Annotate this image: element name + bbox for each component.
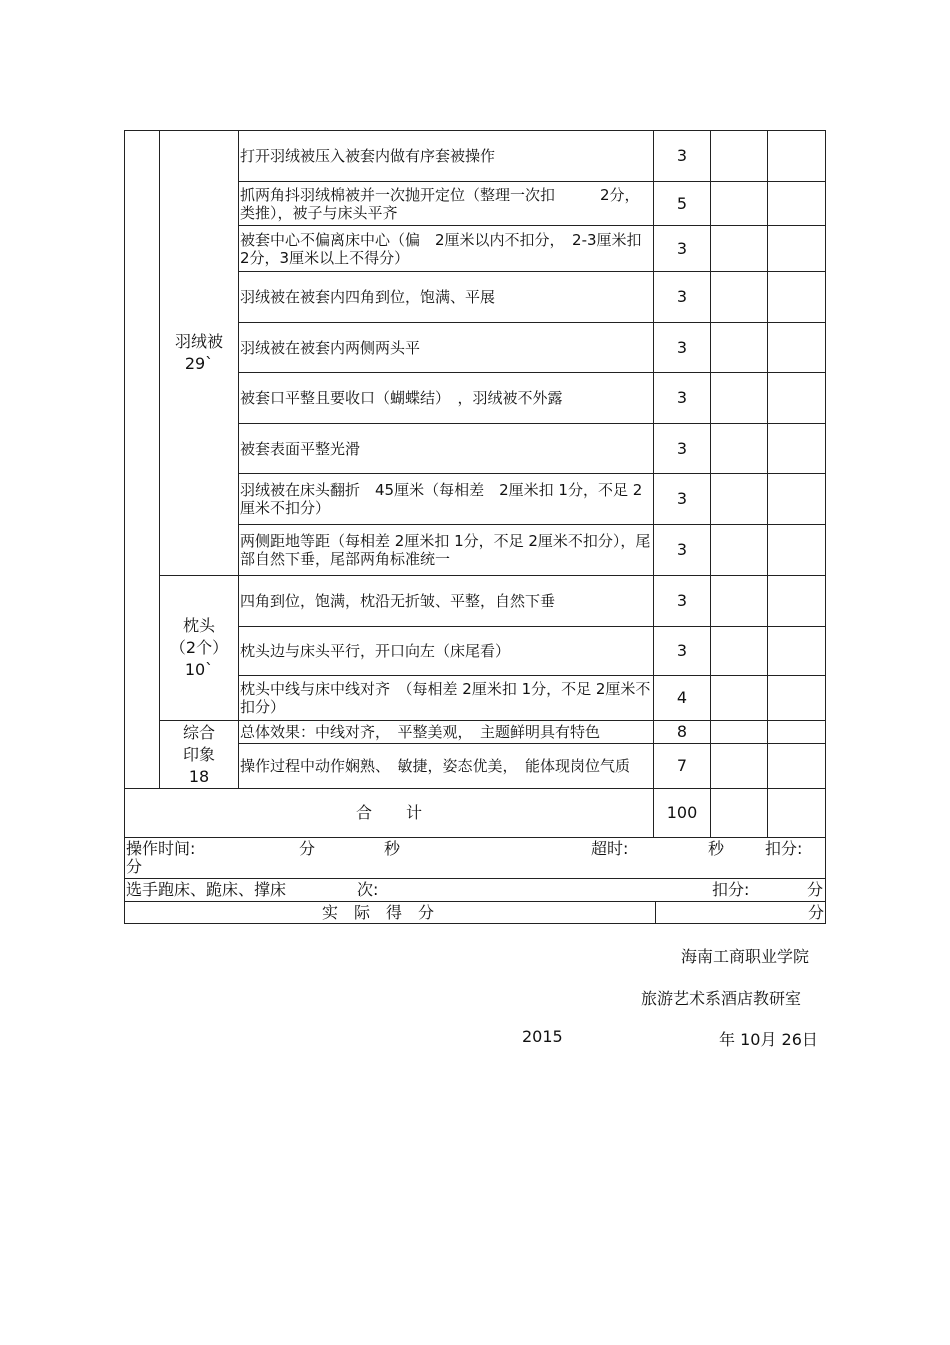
blank-score-cell [768, 576, 826, 627]
criterion-text: 枕头中线与床中线对齐 （每相差 2厘米扣 1分，不足 2厘米不扣分） [239, 676, 654, 721]
category-line: 羽绒被 [174, 332, 223, 351]
blank-score-cell [711, 226, 768, 272]
total-label-b: 计 [406, 803, 423, 822]
operation-time-cell [125, 838, 826, 879]
date-month-day: 年 10月 26日 [719, 1030, 818, 1049]
fault-row [125, 879, 826, 902]
criterion-text: 羽绒被在床头翻折 45厘米（每相差 2厘米扣 1分，不足 2厘米不扣分） [239, 474, 654, 525]
criterion-score: 3 [654, 424, 711, 474]
op-time-label: 操作时间: [126, 839, 196, 858]
category-line: 综合 [182, 722, 215, 742]
criterion-text: 四角到位，饱满，枕沿无折皱、平整，自然下垂 [239, 576, 654, 627]
category-line: 印象 [182, 744, 215, 764]
deduct-label: 扣分: [765, 839, 803, 858]
blank-score-cell [711, 182, 768, 226]
criterion-score: 3 [654, 576, 711, 627]
criterion-text: 操作过程中动作娴熟、 敏捷，姿态优美， 能体现岗位气质 [239, 744, 654, 789]
blank-score-cell [711, 474, 768, 525]
office-name: 旅游艺术系酒店教研室 [641, 989, 802, 1008]
criterion-score: 3 [654, 226, 711, 272]
blank-score-cell [768, 424, 826, 474]
criterion-text: 抓两角抖羽绒棉被并一次抛开定位（整理一次扣 2分，类推），被子与床头平齐 [239, 182, 654, 226]
institution-name: 海南工商职业学院 [681, 947, 810, 966]
score-row [125, 576, 826, 627]
blank-score-cell [711, 721, 768, 744]
blank-score-cell [711, 424, 768, 474]
criterion-score: 3 [654, 272, 711, 323]
blank-score-cell [711, 525, 768, 576]
fault-label: 选手跑床、跪床、撑床 [126, 880, 287, 899]
score-row [125, 131, 826, 182]
blank-score-cell [768, 721, 826, 744]
blank-score-cell [768, 525, 826, 576]
blank-score-cell [768, 373, 826, 424]
section-category [160, 576, 239, 721]
score-row [125, 721, 826, 744]
criterion-text: 被套表面平整光滑 [239, 424, 654, 474]
criterion-score: 3 [654, 373, 711, 424]
blank-score-cell [768, 182, 826, 226]
blank-score-cell [768, 627, 826, 676]
blank-score-cell [768, 676, 826, 721]
category-line: 18 [188, 766, 210, 786]
criterion-score: 7 [654, 744, 711, 789]
minute-label: 分 [299, 839, 316, 858]
fault-deduct-unit: 分 [807, 880, 824, 899]
criterion-text: 羽绒被在被套内两侧两头平 [239, 323, 654, 373]
scoring-table-body [125, 131, 826, 838]
criterion-text: 羽绒被在被套内四角到位，饱满、平展 [239, 272, 654, 323]
blank-score-cell [711, 744, 768, 789]
category-line: 枕头 [182, 616, 215, 635]
blank-score-cell [711, 272, 768, 323]
total-blank-1 [711, 789, 768, 838]
section-category [160, 721, 239, 789]
overtime-label: 超时: [591, 839, 629, 858]
overtime-second-label: 秒 [708, 839, 725, 858]
criterion-score: 3 [654, 627, 711, 676]
outer-category-cell [125, 131, 160, 789]
criterion-score: 3 [654, 525, 711, 576]
category-line: （2个） [169, 638, 229, 657]
total-value: 100 [654, 789, 711, 838]
total-blank-2 [768, 789, 826, 838]
actual-score-unit: 分 [656, 902, 826, 924]
blank-score-cell [768, 744, 826, 789]
criterion-text: 两侧距地等距（每相差 2厘米扣 1分，不足 2厘米不扣分），尾部自然下垂，尾部两角标准统一 [239, 525, 654, 576]
blank-score-cell [768, 474, 826, 525]
blank-score-cell [768, 272, 826, 323]
operation-time-row [125, 838, 826, 879]
blank-score-cell [711, 627, 768, 676]
blank-score-cell [711, 131, 768, 182]
criterion-text: 被套口平整且要收口（蝴蝶结） ，羽绒被不外露 [239, 373, 654, 424]
criterion-text: 被套中心不偏离床中心（偏 2厘米以内不扣分， 2-3厘米扣 2分，3厘米以上不得分） [239, 226, 654, 272]
blank-score-cell [768, 226, 826, 272]
actual-score-label: 实 际 得 分 [125, 902, 656, 924]
criterion-score: 4 [654, 676, 711, 721]
criterion-score: 8 [654, 721, 711, 744]
blank-score-cell [711, 576, 768, 627]
criterion-score: 3 [654, 474, 711, 525]
criterion-score: 3 [654, 323, 711, 373]
actual-score-row [125, 902, 826, 924]
blank-score-cell [768, 323, 826, 373]
fault-cell [125, 879, 826, 902]
footer-table [124, 837, 826, 924]
date-year: 2015 [522, 1027, 563, 1046]
criterion-text: 枕头边与床头平行，开口向左（床尾看） [239, 627, 654, 676]
times-label: 次: [357, 880, 379, 899]
blank-score-cell [711, 373, 768, 424]
fault-deduct-label: 扣分: [712, 880, 750, 899]
criterion-text: 总体效果：中线对齐， 平整美观， 主题鲜明具有特色 [239, 721, 654, 744]
criterion-text: 打开羽绒被压入被套内做有序套被操作 [239, 131, 654, 182]
criterion-score: 5 [654, 182, 711, 226]
total-label [125, 789, 654, 838]
total-row [125, 789, 826, 838]
category-line: 29` [184, 354, 214, 373]
blank-score-cell [768, 131, 826, 182]
scoring-table [124, 130, 826, 838]
section-category [160, 131, 239, 576]
criterion-score: 3 [654, 131, 711, 182]
blank-score-cell [711, 323, 768, 373]
total-label-a: 合 [355, 803, 372, 822]
blank-score-cell [711, 676, 768, 721]
second-label: 秒 [384, 839, 401, 858]
deduct-unit-wrapped: 分 [126, 857, 143, 876]
category-line: 10` [184, 660, 214, 679]
